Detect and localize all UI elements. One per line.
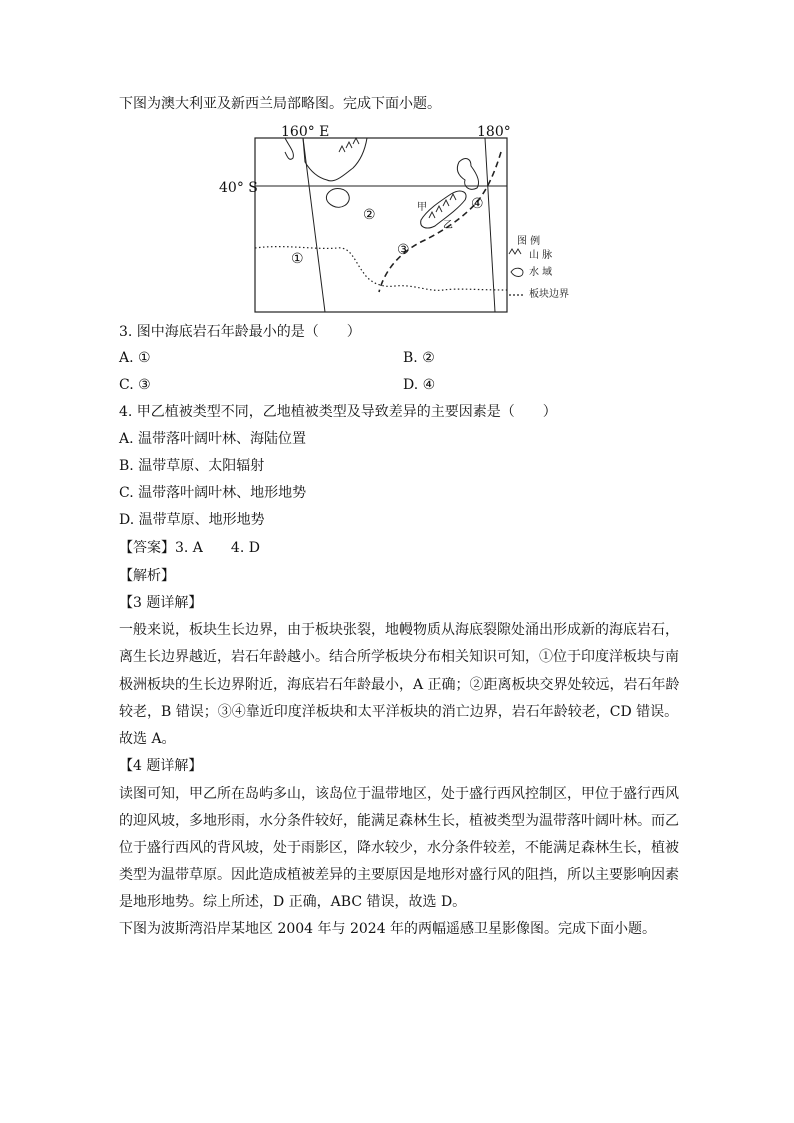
q4-option-a: A. 温带落叶阔叶林、海陆位置 <box>119 431 307 447</box>
legend-mountain: 山 脉 <box>529 250 553 261</box>
q3-detail-line: 较老，B 错误；③④靠近印度洋板块和太平洋板块的消亡边界，岩石年龄较老，CD 错误。 <box>119 704 679 720</box>
q4-detail-line: 读图可知，甲乙所在岛屿多山，该岛位于温带地区，处于盛行西风控制区，甲位于盛行西风 <box>119 786 679 802</box>
q3-option-b: B. ② <box>403 350 435 366</box>
jia-label: 甲 <box>417 202 427 213</box>
mark-4: ④ <box>471 196 484 212</box>
q4-stem: 4. 甲乙植被类型不同，乙地植被类型及导致差异的主要因素是（ ） <box>119 404 557 420</box>
map-figure <box>215 122 595 318</box>
q3-detail-line: 离生长边界越近，岩石年龄越小。结合所学板块分布相关知识可知，①位于印度洋板块与南 <box>119 649 679 665</box>
legend-water: 水 域 <box>529 267 553 278</box>
q4-detail-line: 的迎风坡，多地形雨，水分条件较好，能满足森林生长，植被类型为温带落叶阔叶林。而乙 <box>119 813 679 829</box>
q4-detail-title: 【4 题详解】 <box>119 758 203 774</box>
q3-detail-line: 一般来说，板块生长边界，由于板块张裂，地幔物质从海底裂隙处涌出形成新的海底岩石， <box>119 622 679 638</box>
mark-1: ① <box>291 251 304 267</box>
q3-option-d: D. ④ <box>403 377 436 393</box>
legend-title: 图 例 <box>517 236 541 247</box>
q3-detail-title: 【3 题详解】 <box>119 595 203 611</box>
q3-detail-line: 极洲板块的生长边界附近，海底岩石年龄最小，A 正确；②距离板块交界处较远，岩石年龄 <box>119 677 680 693</box>
q3-detail-line: 故选 A。 <box>119 731 176 747</box>
q3-option-c: C. ③ <box>119 377 151 393</box>
yi-label: 乙 <box>443 220 453 231</box>
next-intro-text: 下图为波斯湾沿岸某地区 2004 年与 2024 年的两幅遥感卫星影像图。完成下面小题。 <box>119 921 657 937</box>
q3-stem: 3. 图中海底岩石年龄最小的是（ ） <box>119 324 361 340</box>
lon-left-label: 160° E <box>281 124 330 140</box>
lat-label: 40° S <box>219 180 258 196</box>
mark-3: ③ <box>397 242 410 258</box>
q4-option-c: C. 温带落叶阔叶林、地形地势 <box>119 485 307 501</box>
legend-boundary: 板块边界 <box>529 289 569 300</box>
q4-detail-line: 类型为温带草原。因此造成植被差异的主要原因是地形对盛行风的阻挡，所以主要影响因素 <box>119 867 679 883</box>
mark-2: ② <box>363 207 376 223</box>
answer-line: 【答案】3. A 4. D <box>119 540 260 556</box>
q3-option-a: A. ① <box>119 350 151 366</box>
q4-option-b: B. 温带草原、太阳辐射 <box>119 458 265 474</box>
analysis-title: 【解析】 <box>119 568 175 584</box>
q4-detail-line: 是地形地势。综上所述，D 正确，ABC 错误，故选 D。 <box>119 894 467 910</box>
q4-detail-line: 位于盛行西风的背风坡，处于雨影区，降水较少，水分条件较差，不能满足森林生长，植被 <box>119 840 679 856</box>
q4-option-d: D. 温带草原、地形地势 <box>119 512 265 528</box>
lon-right-label: 180° <box>477 124 511 140</box>
intro-text: 下图为澳大利亚及新西兰局部略图。完成下面小题。 <box>119 96 441 112</box>
